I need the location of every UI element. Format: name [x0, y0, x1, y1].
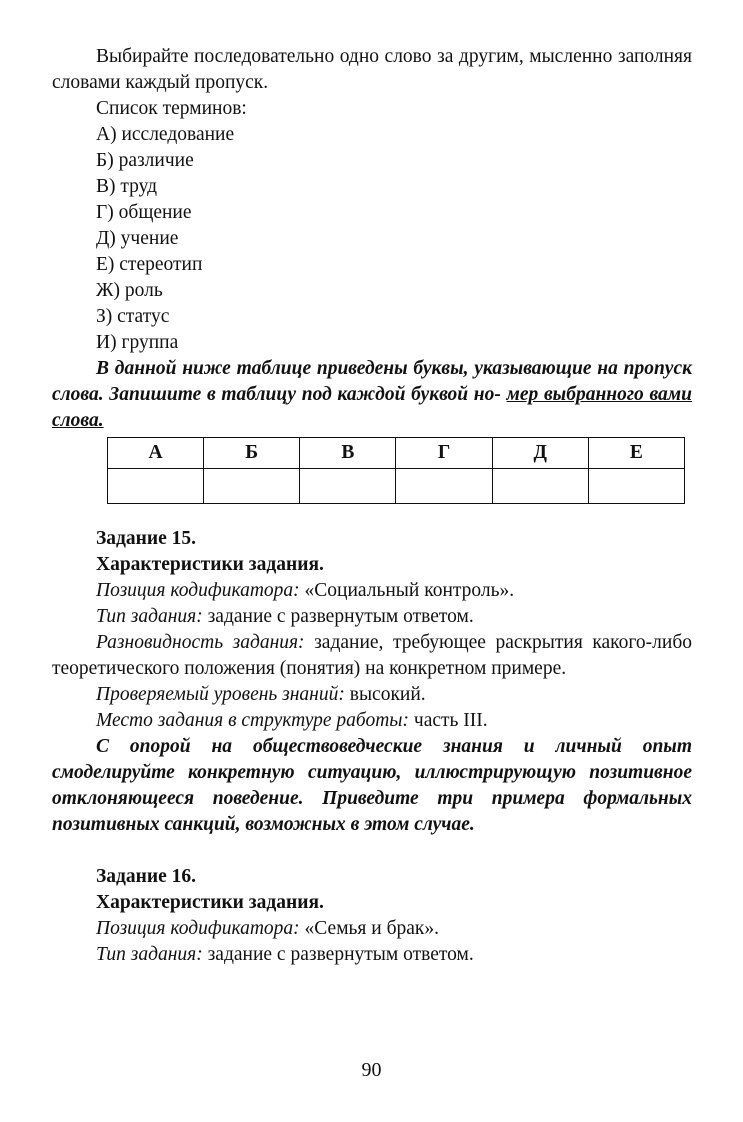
task15-level — [52, 682, 692, 708]
task16-type — [52, 942, 692, 968]
task15-subtitle: Характеристики задания. — [96, 554, 324, 575]
term-item: Г) общение — [96, 202, 192, 223]
intro-paragraph: Выбирайте последовательно одно слово за другим, мысленно заполняя словами каждый пропуск. — [52, 46, 692, 93]
task15-title: Задание 15. — [96, 528, 197, 549]
term-item: Д) учение — [96, 228, 179, 249]
table-header-cell: А — [108, 438, 204, 469]
answer-cell[interactable] — [588, 469, 684, 504]
terms-title: Список терминов: — [96, 98, 247, 119]
table-header-cell: Д — [492, 438, 588, 469]
task15-position-value: «Социальный контроль». — [299, 580, 515, 601]
task16-type-label: Тип задания: — [96, 944, 203, 965]
task15-level-label: Проверяемый уровень знаний: — [96, 684, 345, 705]
task15-level-value: высокий. — [344, 684, 426, 705]
table-header-cell: Б — [204, 438, 300, 469]
answer-table — [107, 437, 685, 504]
term-item: В) труд — [96, 176, 158, 197]
answer-table-answer-row — [108, 469, 685, 504]
term-item: Ж) роль — [96, 280, 163, 301]
task15-place-label: Место задания в структуре работы: — [96, 710, 410, 731]
task16-type-value: задание с развернутым ответом. — [202, 944, 474, 965]
task15-position — [52, 578, 692, 604]
page-number: 90 — [361, 1059, 382, 1081]
answer-table-header-row — [108, 438, 685, 469]
task15-variety-label: Разновидность задания: — [96, 632, 305, 653]
task16-position — [52, 916, 692, 942]
task16-position-value: «Семья и брак». — [299, 918, 440, 939]
task15-place — [52, 708, 692, 734]
task16-title: Задание 16. — [96, 866, 197, 887]
answer-cell[interactable] — [300, 469, 396, 504]
task15-variety-value: задание, требующее раскрытия какого-либо теоретического положения (понятия) на конкретном примере. — [52, 632, 692, 679]
table-instruction — [52, 356, 692, 434]
table-header-cell: Г — [396, 438, 492, 469]
task15-type-value: задание с развернутым ответом. — [202, 606, 474, 627]
task15-type — [52, 604, 692, 630]
term-item: А) исследование — [96, 124, 235, 145]
answer-cell[interactable] — [108, 469, 204, 504]
terms-list — [96, 122, 692, 356]
answer-cell[interactable] — [204, 469, 300, 504]
task15-variety — [52, 630, 692, 682]
task15-type-label: Тип задания: — [96, 606, 203, 627]
term-item: З) статус — [96, 306, 170, 327]
task15-place-value: часть III. — [409, 710, 488, 731]
instruction-text: В данной ниже таблице приведены буквы, указывающие на пропуск слова. Запишите в таблицу под каждой буквой но- — [52, 358, 692, 405]
table-header-cell: Е — [588, 438, 684, 469]
task15-text: С опорой на обществоведческие знания и личный опыт смоделируйте конкретную ситуацию, иллюстрирующую позитивное отклоняющееся поведение. Приведите три примера формальных позитивных санкций, возможных в этом случае. — [52, 736, 692, 835]
task16-subtitle: Характеристики задания. — [96, 892, 324, 913]
term-item: Е) стереотип — [96, 254, 203, 275]
answer-cell[interactable] — [492, 469, 588, 504]
task16-position-label: Позиция кодификатора: — [96, 918, 300, 939]
term-item: Б) различие — [96, 150, 194, 171]
task15-position-label: Позиция кодификатора: — [96, 580, 300, 601]
page-content — [52, 44, 692, 968]
table-header-cell: В — [300, 438, 396, 469]
term-item: И) группа — [96, 332, 179, 353]
instruction-underlined: мер выбранного вами слова. — [52, 384, 692, 431]
answer-cell[interactable] — [396, 469, 492, 504]
